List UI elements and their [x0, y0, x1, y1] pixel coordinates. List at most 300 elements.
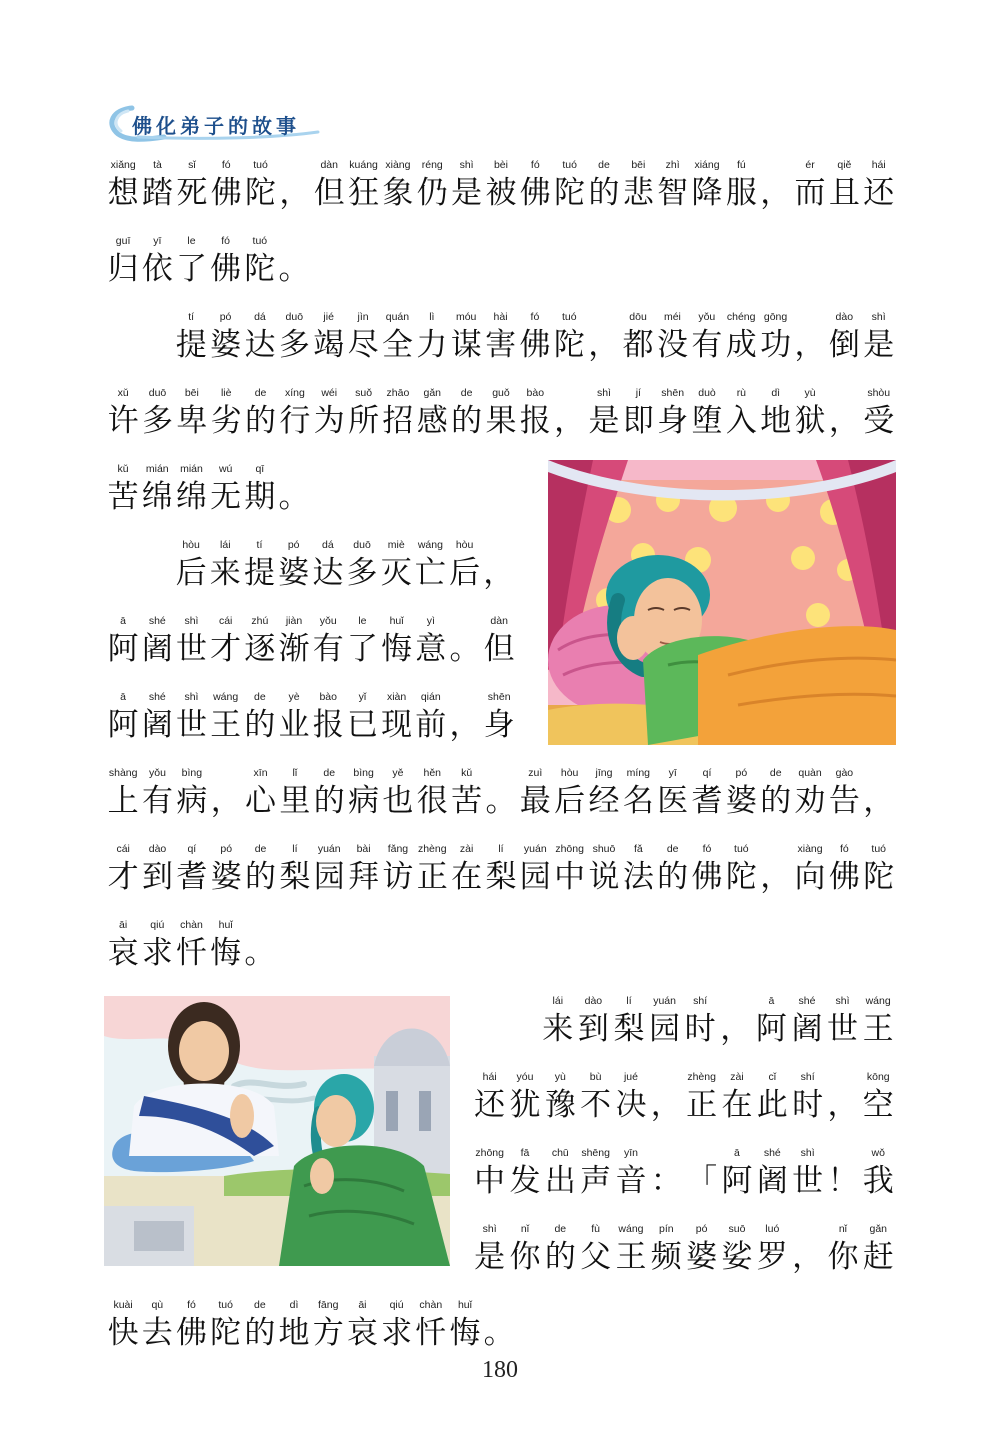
ruby-char — [413, 537, 447, 593]
ruby-char — [106, 385, 140, 441]
ruby-char — [175, 157, 209, 213]
hanzi: 王 — [210, 707, 242, 743]
hanzi: 阿 — [755, 1011, 787, 1047]
hanzi: 有 — [312, 631, 344, 667]
pinyin: yǐ — [358, 691, 367, 703]
text-line — [174, 309, 896, 365]
pinyin: dàn — [490, 615, 508, 627]
pinyin: shēn — [487, 691, 511, 703]
ruby-char — [827, 157, 861, 213]
hanzi: 绵 — [175, 479, 207, 515]
pinyin: zuì — [528, 767, 543, 779]
ruby-char — [613, 1221, 648, 1277]
hanzi: 忏 — [175, 935, 207, 971]
ruby-char — [719, 1145, 754, 1201]
hanzi: 是 — [863, 327, 895, 363]
hanzi: 佛 — [175, 1315, 207, 1351]
hanzi: 许 — [107, 403, 139, 439]
pinyin: yǒu — [698, 311, 716, 323]
ruby-char — [312, 841, 346, 897]
pinyin: shì — [596, 387, 611, 399]
text-line — [106, 689, 516, 745]
hanzi: 已 — [346, 707, 378, 743]
hanzi: ， — [554, 403, 586, 439]
ruby-char — [174, 689, 208, 745]
ruby-char — [613, 1145, 648, 1201]
hanzi: 世 — [175, 631, 207, 667]
hanzi: ， — [760, 859, 792, 895]
ruby-char — [175, 385, 209, 441]
ruby-char — [277, 1297, 311, 1353]
ruby-char — [106, 461, 140, 517]
hanzi: 身 — [483, 707, 515, 743]
hanzi: ， — [210, 783, 242, 819]
ruby-char — [140, 917, 174, 973]
ruby-char — [655, 309, 689, 365]
ruby-char — [684, 1221, 719, 1277]
pinyin: shì — [871, 311, 886, 323]
pinyin: chū — [551, 1147, 569, 1159]
hanzi: 提 — [243, 555, 275, 591]
hanzi: 病 — [348, 783, 380, 819]
hanzi: 佛 — [210, 251, 242, 287]
pinyin: jié — [323, 311, 334, 323]
ruby-char — [724, 841, 758, 897]
ruby-char — [621, 309, 655, 365]
pinyin: zhú — [251, 615, 269, 627]
pinyin: cái — [218, 615, 233, 627]
hanzi: 娑 — [721, 1239, 753, 1275]
ruby-char — [862, 309, 896, 365]
hanzi: 赶 — [862, 1239, 894, 1275]
pinyin: fó — [221, 235, 231, 247]
ruby-char — [311, 537, 345, 593]
pinyin: lí — [626, 995, 632, 1007]
hanzi: 的 — [544, 1239, 576, 1275]
pinyin: de — [666, 843, 679, 855]
hanzi: 名 — [622, 783, 654, 819]
ruby-char — [278, 765, 312, 821]
hanzi: 求 — [381, 1315, 413, 1351]
pinyin: quàn — [798, 767, 822, 779]
hanzi: 也 — [382, 783, 414, 819]
ruby-char — [611, 993, 647, 1049]
pinyin: chàn — [180, 919, 203, 931]
hanzi: 依 — [141, 251, 173, 287]
pinyin: gǎn — [423, 387, 442, 399]
ruby-char — [578, 1221, 613, 1277]
ruby-char — [507, 1069, 542, 1125]
pinyin: kǔ — [117, 463, 129, 475]
ruby-char — [690, 157, 724, 213]
ruby-char — [346, 765, 380, 821]
pinyin: wú — [218, 463, 233, 475]
hanzi: 后 — [449, 555, 481, 591]
hanzi: 的 — [313, 783, 345, 819]
ruby-char — [472, 1145, 507, 1201]
hanzi: 佛 — [519, 327, 551, 363]
punctuation — [759, 157, 793, 213]
ruby-char — [380, 1297, 414, 1353]
hanzi: 正 — [416, 859, 448, 895]
ruby-char — [790, 1069, 825, 1125]
ruby-char — [793, 157, 827, 213]
hanzi: 感 — [416, 403, 448, 439]
text-line — [472, 1069, 896, 1125]
punctuation — [243, 917, 277, 973]
ruby-char — [174, 1297, 208, 1353]
ruby-char — [656, 385, 690, 441]
pinyin: fó — [840, 843, 849, 855]
ruby-char — [209, 917, 243, 973]
pinyin: qiú — [150, 919, 165, 931]
pinyin: pó — [219, 311, 232, 323]
text-line — [106, 917, 277, 973]
ruby-char — [312, 157, 346, 213]
ruby-char — [587, 841, 621, 897]
ruby-char — [827, 841, 861, 897]
pinyin: mián — [145, 463, 169, 475]
hanzi: 多 — [142, 403, 174, 439]
ruby-char — [414, 613, 448, 669]
hanzi: 身 — [657, 403, 689, 439]
ruby-char — [518, 309, 552, 365]
hanzi: 你 — [827, 1239, 859, 1275]
ruby-char — [243, 157, 277, 213]
ruby-char — [482, 689, 516, 745]
hanzi: 法 — [622, 859, 654, 895]
ruby-char — [613, 1069, 648, 1125]
pinyin: duō — [285, 311, 304, 323]
ruby-char — [311, 1297, 345, 1353]
ruby-char — [345, 613, 379, 669]
ruby-char — [825, 1221, 860, 1277]
hanzi: 。 — [244, 935, 276, 971]
hanzi: 提 — [175, 327, 207, 363]
pinyin: shì — [184, 615, 199, 627]
pinyin: kōng — [866, 1071, 890, 1083]
pinyin: shì — [800, 1147, 815, 1159]
ruby-char — [482, 613, 516, 669]
hanzi: 竭 — [313, 327, 345, 363]
hanzi: 亡 — [414, 555, 446, 591]
hanzi: 发 — [509, 1163, 541, 1199]
ruby-char — [793, 765, 827, 821]
hanzi: 狂 — [348, 175, 380, 211]
pinyin: hòu — [455, 539, 474, 551]
hanzi: 了 — [175, 251, 207, 287]
pinyin: tuó — [562, 159, 577, 171]
hanzi: 犹 — [509, 1087, 541, 1123]
punctuation — [484, 765, 518, 821]
hanzi: 苦 — [107, 479, 139, 515]
ruby-char — [277, 613, 311, 669]
pinyin: dào — [584, 995, 603, 1007]
pinyin: de — [598, 159, 610, 171]
pinyin: yì — [426, 615, 435, 627]
pinyin: suō — [728, 1223, 746, 1235]
pinyin: liè — [220, 387, 232, 399]
punctuation — [277, 461, 311, 517]
pinyin: shàng — [108, 767, 138, 779]
pinyin: de — [254, 1299, 266, 1311]
punctuation — [587, 309, 621, 365]
ruby-char — [345, 537, 379, 593]
ruby-char — [380, 613, 414, 669]
hanzi: 尽 — [347, 327, 379, 363]
ruby-char — [345, 1297, 379, 1353]
ruby-char — [243, 841, 277, 897]
punctuation — [209, 765, 243, 821]
hanzi: 陀 — [553, 327, 585, 363]
pinyin: shé — [148, 615, 166, 627]
hanzi: 此 — [756, 1087, 788, 1123]
hanzi: 去 — [141, 1315, 173, 1351]
pinyin: ā — [768, 995, 775, 1007]
hanzi: ， — [279, 175, 311, 211]
ruby-char — [789, 993, 825, 1049]
pinyin: ā — [120, 691, 127, 703]
ruby-char — [649, 1221, 684, 1277]
hanzi: 阇 — [141, 707, 173, 743]
hanzi: 里 — [279, 783, 311, 819]
hanzi: 说 — [588, 859, 620, 895]
hanzi: 悔 — [381, 631, 413, 667]
pinyin: wáng — [417, 539, 443, 551]
hanzi: 园 — [313, 859, 345, 895]
text-line — [106, 233, 311, 289]
hanzi: 的 — [244, 1315, 276, 1351]
ruby-char — [790, 1145, 825, 1201]
ruby-char — [690, 765, 724, 821]
text-line — [106, 1297, 516, 1353]
pinyin: de — [254, 691, 266, 703]
pinyin: hái — [871, 159, 886, 171]
text-line — [106, 613, 516, 669]
pinyin: móu — [455, 311, 477, 323]
pinyin: qián — [420, 691, 441, 703]
hanzi: 阇 — [791, 1011, 823, 1047]
ruby-char — [448, 1297, 482, 1353]
pinyin: dá — [254, 311, 266, 323]
pinyin: yù — [804, 387, 816, 399]
ruby-char — [277, 309, 311, 365]
pinyin: fǎ — [633, 843, 643, 855]
hanzi: 。 — [483, 1315, 515, 1351]
pinyin: shì — [835, 995, 850, 1007]
pinyin: wáng — [618, 1223, 644, 1235]
hanzi: 还 — [474, 1087, 506, 1123]
pinyin: rù — [736, 387, 747, 399]
hanzi: 地 — [278, 1315, 310, 1351]
pinyin: xǔ — [117, 387, 129, 399]
ruby-char — [578, 1069, 613, 1125]
pinyin: yī — [668, 767, 677, 779]
punctuation — [482, 537, 516, 593]
hanzi: ， — [449, 707, 481, 743]
pinyin: pín — [659, 1223, 674, 1235]
pinyin: dào — [148, 843, 167, 855]
hanzi: 的 — [588, 175, 620, 211]
pinyin: shì — [459, 159, 474, 171]
pinyin: pó — [695, 1223, 708, 1235]
pinyin: huǐ — [389, 615, 404, 627]
pinyin: lí — [292, 843, 298, 855]
hanzi: 阇 — [756, 1163, 788, 1199]
ruby-char — [543, 1145, 578, 1201]
hanzi: 绵 — [141, 479, 173, 515]
hanzi: ， — [483, 555, 515, 591]
pinyin: zhì — [665, 159, 680, 171]
hanzi: 后 — [175, 555, 207, 591]
ruby-char — [278, 385, 312, 441]
hanzi: 报 — [312, 707, 344, 743]
pinyin: dào — [835, 311, 854, 323]
ruby-char — [472, 1221, 507, 1277]
ruby-char — [140, 385, 174, 441]
pinyin: āi — [358, 1299, 367, 1311]
pinyin: gào — [835, 767, 854, 779]
pinyin: shòu — [867, 387, 891, 399]
hanzi: 现 — [381, 707, 413, 743]
hanzi: 婆 — [686, 1239, 718, 1275]
pinyin: yuán — [523, 843, 547, 855]
hanzi: 世 — [827, 1011, 859, 1047]
hanzi: 罗 — [756, 1239, 788, 1275]
punctuation — [277, 233, 311, 289]
pinyin: xíng — [284, 387, 305, 399]
hanzi: 而 — [794, 175, 826, 211]
pinyin: cái — [116, 843, 130, 855]
pinyin: kuáng — [349, 159, 378, 171]
ruby-char — [345, 689, 379, 745]
ruby-char — [242, 537, 276, 593]
ruby-char — [243, 233, 277, 289]
ruby-char — [647, 993, 683, 1049]
pinyin: qí — [702, 767, 712, 779]
hanzi: 很 — [416, 783, 448, 819]
hanzi: 病 — [176, 783, 208, 819]
hanzi: 被 — [485, 175, 517, 211]
hanzi: 频 — [650, 1239, 682, 1275]
pinyin: qiě — [837, 159, 852, 171]
ruby-char — [682, 993, 718, 1049]
pinyin: fó — [702, 843, 712, 855]
hanzi: 达 — [244, 327, 276, 363]
pinyin: tí — [188, 311, 195, 323]
pinyin: bēi — [631, 159, 646, 171]
pinyin: pó — [287, 539, 300, 551]
ruby-char — [106, 765, 140, 821]
hanzi: 都 — [622, 327, 654, 363]
ruby-char — [380, 689, 414, 745]
ruby-char — [415, 385, 449, 441]
pinyin: bài — [356, 843, 371, 855]
hanzi: 仍 — [416, 175, 448, 211]
ruby-char — [414, 689, 448, 745]
hanzi: 梨 — [613, 1011, 645, 1047]
pinyin: jìn — [357, 311, 369, 323]
ruby-char — [277, 689, 311, 745]
hanzi: 梨 — [485, 859, 517, 895]
punctuation — [759, 841, 793, 897]
pinyin: cǐ — [768, 1071, 777, 1083]
hanzi: 音 — [615, 1163, 647, 1199]
hanzi: 是 — [588, 403, 620, 439]
pinyin: bēi — [184, 387, 199, 399]
ruby-char — [825, 993, 861, 1049]
pinyin: qī — [255, 463, 265, 475]
hanzi: 来 — [209, 555, 241, 591]
hanzi: 医 — [657, 783, 689, 819]
pinyin: shēn — [661, 387, 685, 399]
pinyin: duò — [698, 387, 716, 399]
hanzi: 谋 — [450, 327, 482, 363]
ruby-char — [243, 385, 277, 441]
ruby-char — [346, 385, 380, 441]
ruby-char — [175, 841, 209, 897]
punctuation — [862, 765, 896, 821]
ruby-char — [860, 993, 896, 1049]
ruby-char — [208, 537, 242, 593]
pinyin: chéng — [726, 311, 756, 323]
hanzi: 园 — [519, 859, 551, 895]
hanzi: ， — [792, 1239, 824, 1275]
ruby-char — [243, 309, 277, 365]
pinyin: míng — [626, 767, 650, 779]
hanzi: 王 — [615, 1239, 647, 1275]
hanzi: 告 — [828, 783, 860, 819]
hanzi: 是 — [451, 175, 483, 211]
hanzi: 期 — [244, 479, 276, 515]
hanzi: 功 — [760, 327, 792, 363]
pinyin: wáng — [213, 691, 239, 703]
pinyin: yīn — [623, 1147, 638, 1159]
ruby-char — [381, 157, 415, 213]
pinyin: lái — [220, 539, 231, 551]
hanzi: 婆 — [210, 327, 242, 363]
ruby-char — [621, 385, 655, 441]
text-line — [540, 993, 896, 1049]
pinyin: shé — [798, 995, 816, 1007]
hanzi: 的 — [245, 859, 277, 895]
ruby-char — [540, 993, 576, 1049]
hanzi: 中 — [474, 1163, 506, 1199]
ruby-char — [140, 233, 174, 289]
punctuation — [793, 309, 827, 365]
hanzi: 踏 — [142, 175, 174, 211]
pinyin: wéi — [321, 387, 338, 399]
pinyin: nǐ — [838, 1223, 848, 1235]
ruby-char — [278, 841, 312, 897]
ruby-char — [174, 309, 208, 365]
ruby-char — [861, 1145, 896, 1201]
pinyin: hěn — [423, 767, 442, 779]
hanzi: 不 — [580, 1087, 612, 1123]
hanzi: 服 — [725, 175, 757, 211]
ruby-char — [379, 537, 413, 593]
hanzi: 堕 — [691, 403, 723, 439]
hanzi: 的 — [657, 859, 689, 895]
hanzi: 快 — [107, 1315, 139, 1351]
ruby-char — [209, 689, 243, 745]
ruby-char — [140, 689, 174, 745]
ruby-char — [449, 157, 483, 213]
pinyin: bìng — [181, 767, 203, 779]
ruby-char — [754, 993, 790, 1049]
pinyin: āi — [119, 919, 128, 931]
pinyin: dì — [771, 387, 781, 399]
